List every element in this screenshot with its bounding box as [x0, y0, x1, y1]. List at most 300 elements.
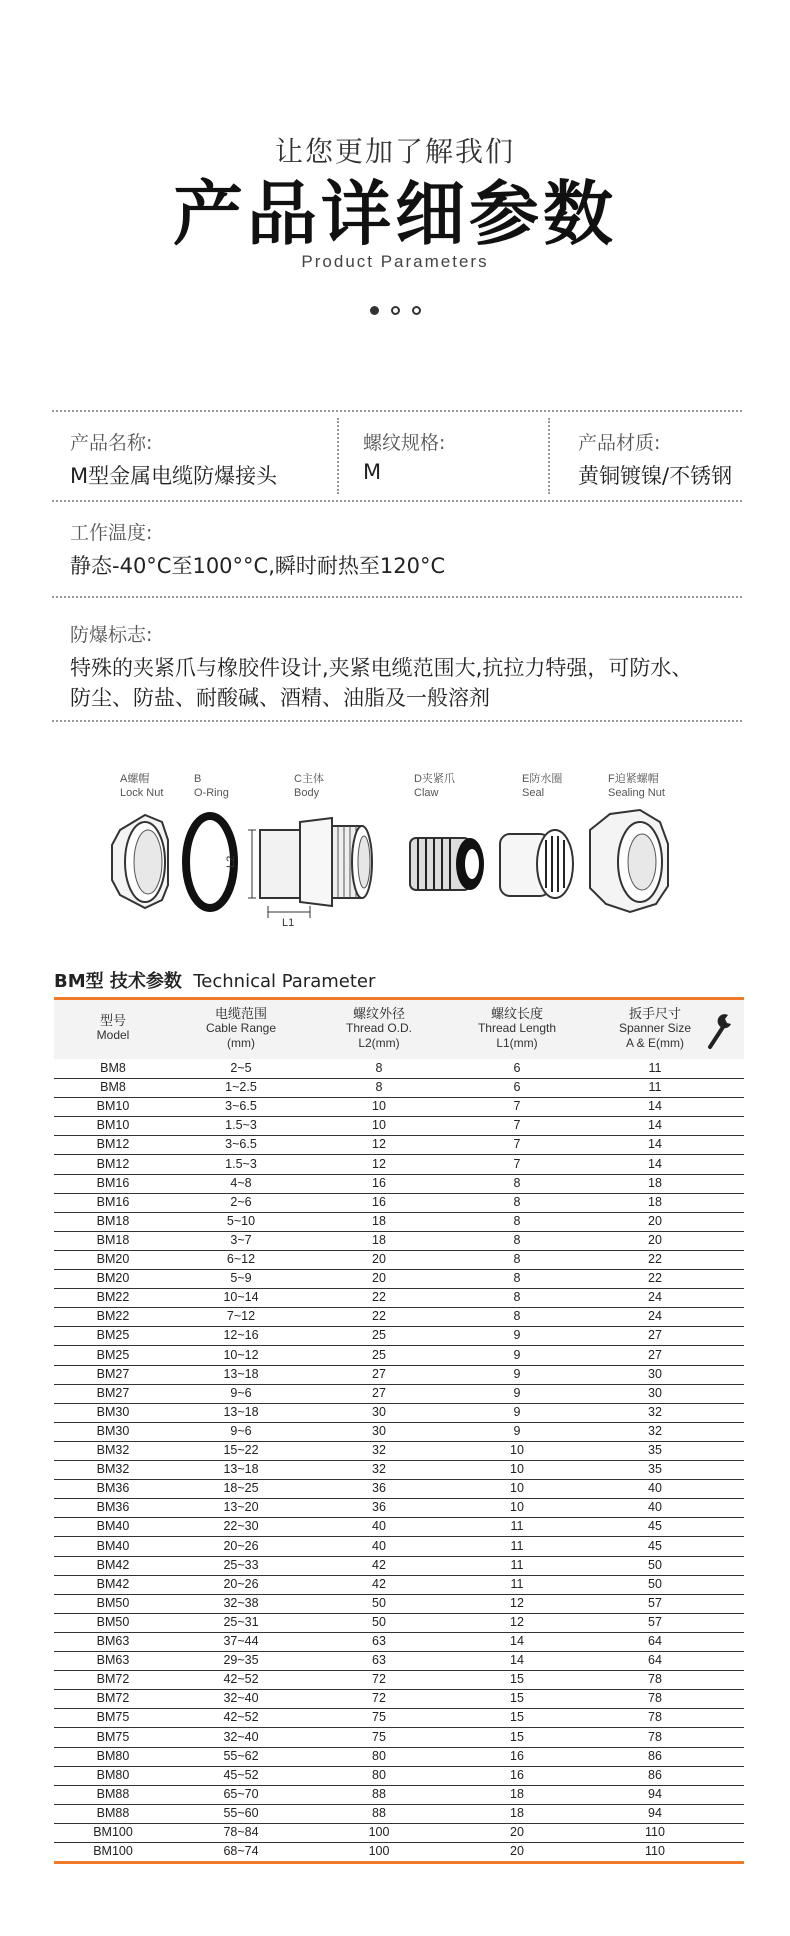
cell-model: BM63 [96, 1634, 130, 1648]
cell-cable-range: 5~9 [230, 1271, 252, 1286]
cell-cable-range: 3~6.5 [225, 1137, 257, 1152]
cell-spanner-size: 86 [648, 1767, 662, 1782]
table-row [54, 1479, 744, 1499]
cell-thread-od: 18 [372, 1213, 386, 1228]
cell-cable-range: 18~25 [223, 1481, 259, 1496]
cell-thread-length: 9 [513, 1404, 521, 1419]
cell-thread-length: 10 [510, 1462, 524, 1477]
cell-thread-length: 8 [513, 1271, 521, 1286]
table-row [54, 1288, 744, 1308]
cell-thread-length: 9 [513, 1328, 521, 1343]
explosion-label: 防爆标志: [70, 624, 153, 646]
cell-thread-od: 22 [372, 1309, 386, 1324]
cell-spanner-size: 50 [648, 1557, 662, 1572]
table-row [54, 1326, 744, 1346]
table-row [54, 1059, 744, 1079]
cell-model: BM27 [96, 1385, 130, 1400]
cell-model: BM10 [96, 1099, 130, 1114]
cell-cable-range: 9~6 [230, 1385, 252, 1400]
product-name-label: 产品名称: [70, 432, 153, 454]
cell-thread-od: 75 [372, 1710, 386, 1725]
table-row [54, 1116, 744, 1136]
cell-thread-length: 8 [513, 1175, 521, 1190]
cell-model: BM30 [96, 1404, 130, 1419]
cell-thread-length: 11 [510, 1519, 524, 1534]
cell-thread-od: 75 [372, 1729, 386, 1744]
cell-spanner-size: 18 [648, 1194, 662, 1209]
cell-thread-length: 6 [513, 1080, 521, 1095]
cell-model: BM88 [96, 1805, 130, 1820]
cell-thread-length: 16 [510, 1767, 524, 1782]
cell-cable-range: 10~12 [223, 1347, 259, 1362]
divider [52, 500, 742, 502]
cell-thread-length: 8 [513, 1309, 521, 1324]
page-title: 产品详细参数 [173, 173, 617, 255]
cell-model: BM42 [96, 1576, 130, 1591]
temperature-value: 静态-40°C至100°°C,瞬时耐热至120°C [70, 554, 446, 578]
cell-thread-od: 72 [372, 1691, 386, 1706]
cell-thread-length: 20 [510, 1825, 524, 1839]
l1-dimension-label: L1 [282, 917, 295, 929]
cell-model: BM16 [96, 1194, 130, 1209]
cell-spanner-size: 30 [648, 1366, 662, 1381]
part-label-b: B O-Ring [194, 773, 229, 799]
cell-model: BM50 [96, 1595, 130, 1610]
cell-spanner-size: 14 [648, 1156, 662, 1171]
cell-thread-length: 11 [510, 1557, 524, 1572]
cell-thread-length: 16 [510, 1748, 524, 1763]
cell-thread-length: 6 [513, 1061, 521, 1075]
part-label-c: C主体 Body [294, 773, 324, 799]
cell-model: BM75 [96, 1729, 130, 1744]
cell-cable-range: 37~44 [223, 1634, 259, 1648]
cell-model: BM25 [96, 1347, 130, 1362]
table-row [54, 1575, 744, 1595]
cell-model: BM8 [100, 1080, 126, 1095]
cell-cable-range: 55~60 [223, 1805, 259, 1820]
dot-active [370, 306, 379, 315]
table-row [54, 1747, 744, 1767]
explosion-text-line2: 防尘、防盐、耐酸碱、酒精、油脂及一般溶剂 [70, 686, 490, 710]
cell-thread-od: 30 [372, 1423, 386, 1438]
table-row [54, 1307, 744, 1327]
cell-spanner-size: 86 [648, 1748, 662, 1763]
cell-thread-length: 8 [513, 1232, 521, 1247]
cell-cable-range: 25~33 [223, 1557, 259, 1572]
cell-thread-od: 22 [372, 1290, 386, 1305]
cell-thread-length: 10 [510, 1443, 524, 1457]
cell-cable-range: 68~74 [223, 1844, 259, 1859]
table-row [54, 1155, 744, 1175]
cell-spanner-size: 27 [648, 1328, 662, 1343]
cell-thread-od: 88 [372, 1786, 386, 1801]
column-header-cable-range: 电缆范围 Cable Range (mm) [205, 1006, 277, 1050]
cell-thread-length: 10 [510, 1481, 524, 1496]
cell-model: BM10 [96, 1118, 130, 1133]
cell-thread-length: 8 [513, 1213, 521, 1228]
explosion-text-line1: 特殊的夹紧爪与橡胶件设计,夹紧电缆范围大,抗拉力特强，可防水、 [70, 656, 693, 680]
cell-thread-length: 9 [513, 1347, 521, 1362]
cell-model: BM42 [96, 1557, 130, 1572]
cell-cable-range: 3~7 [230, 1232, 252, 1247]
cell-cable-range: 45~52 [223, 1767, 259, 1782]
cell-thread-od: 40 [372, 1519, 386, 1534]
lock-nut-drawing [112, 815, 168, 908]
cell-cable-range: 3~6.5 [225, 1099, 257, 1114]
cell-cable-range: 2~6 [230, 1194, 252, 1209]
cell-thread-length: 15 [510, 1691, 524, 1706]
cell-spanner-size: 30 [648, 1385, 662, 1400]
part-label-d: D夹紧爪 Claw [414, 773, 455, 799]
seal-drawing [500, 830, 573, 898]
cell-spanner-size: 78 [648, 1729, 662, 1744]
table-row [54, 1365, 744, 1385]
cell-spanner-size: 18 [648, 1175, 662, 1190]
table-row [54, 1728, 744, 1748]
cell-cable-range: 55~62 [223, 1748, 259, 1763]
dot [391, 306, 400, 315]
cell-spanner-size: 110 [645, 1844, 665, 1859]
cell-spanner-size: 14 [648, 1099, 662, 1114]
thread-spec-label: 螺纹规格: [363, 432, 446, 454]
cell-spanner-size: 50 [648, 1576, 662, 1591]
cell-model: BM40 [96, 1519, 130, 1534]
table-row [54, 1651, 744, 1671]
sealing-nut-drawing [590, 810, 668, 912]
table-row [54, 1594, 744, 1614]
cell-thread-od: 32 [372, 1462, 386, 1477]
cell-thread-length: 15 [510, 1672, 524, 1687]
table-row [54, 1250, 744, 1270]
cell-spanner-size: 64 [648, 1653, 662, 1668]
cell-model: BM12 [96, 1156, 130, 1171]
cell-thread-length: 11 [510, 1538, 524, 1553]
cell-thread-od: 12 [372, 1156, 386, 1171]
cell-cable-range: 10~14 [223, 1290, 259, 1305]
page-title-en: Product Parameters [301, 252, 489, 271]
cell-model: BM8 [100, 1061, 126, 1075]
material-value: 黄铜镀镍/不锈钢 [578, 464, 733, 488]
table-heading-en: Technical Parameter [193, 971, 376, 992]
cell-thread-length: 7 [513, 1156, 521, 1171]
cell-thread-od: 30 [372, 1404, 386, 1419]
cell-spanner-size: 57 [648, 1595, 662, 1610]
cell-spanner-size: 35 [648, 1443, 662, 1457]
cell-spanner-size: 57 [648, 1614, 662, 1629]
cell-thread-length: 14 [510, 1653, 524, 1668]
cell-thread-od: 20 [372, 1271, 386, 1286]
cell-thread-od: 10 [372, 1118, 386, 1133]
cell-model: BM18 [96, 1232, 130, 1247]
cell-spanner-size: 110 [645, 1825, 665, 1839]
cell-model: BM75 [96, 1710, 130, 1725]
divider-vertical [337, 418, 339, 494]
table-row [54, 1441, 744, 1461]
page-subtitle: 让您更加了解我们 [274, 135, 515, 168]
cell-thread-length: 20 [510, 1844, 524, 1859]
cell-cable-range: 6~12 [226, 1252, 256, 1266]
cell-spanner-size: 40 [648, 1500, 662, 1515]
cell-model: BM80 [96, 1767, 130, 1782]
table-row [54, 1537, 744, 1557]
cell-model: BM100 [93, 1825, 133, 1839]
table-row [54, 1403, 744, 1423]
cell-spanner-size: 40 [648, 1481, 662, 1496]
cell-thread-od: 25 [372, 1347, 386, 1362]
cell-cable-range: 2~5 [230, 1061, 252, 1075]
cell-spanner-size: 78 [648, 1691, 662, 1706]
divider [52, 596, 742, 598]
wrench-icon [706, 1012, 734, 1050]
cell-cable-range: 20~26 [223, 1576, 259, 1591]
table-row [54, 1556, 744, 1576]
cell-spanner-size: 35 [648, 1462, 662, 1477]
cell-spanner-size: 64 [648, 1634, 662, 1648]
cell-spanner-size: 78 [648, 1710, 662, 1725]
cell-model: BM40 [96, 1538, 130, 1553]
cell-model: BM25 [96, 1328, 130, 1343]
cell-thread-od: 16 [372, 1175, 386, 1190]
cell-thread-length: 7 [513, 1137, 521, 1152]
cell-cable-range: 15~22 [223, 1443, 259, 1457]
table-row [54, 1804, 744, 1824]
table-row [54, 1766, 744, 1786]
cell-model: BM20 [96, 1252, 130, 1266]
cell-thread-od: 42 [372, 1557, 386, 1572]
cell-thread-od: 16 [372, 1194, 386, 1209]
table-row [54, 1193, 744, 1213]
cell-spanner-size: 24 [648, 1309, 662, 1324]
cell-spanner-size: 24 [648, 1290, 662, 1305]
table-row [54, 1212, 744, 1232]
cell-cable-range: 1~2.5 [225, 1080, 257, 1095]
cell-thread-od: 20 [372, 1252, 386, 1266]
cell-spanner-size: 14 [648, 1118, 662, 1133]
cell-cable-range: 13~18 [223, 1404, 259, 1419]
cell-cable-range: 32~40 [223, 1691, 259, 1706]
body-drawing [248, 818, 372, 918]
cell-thread-length: 9 [513, 1423, 521, 1438]
cell-cable-range: 20~26 [223, 1538, 259, 1553]
cell-cable-range: 5~10 [226, 1213, 256, 1228]
cell-thread-od: 18 [372, 1232, 386, 1247]
part-label-f: F迫紧螺帽 Sealing Nut [608, 773, 665, 799]
cell-model: BM50 [96, 1614, 130, 1629]
cell-thread-od: 50 [372, 1595, 386, 1610]
cell-thread-od: 88 [372, 1805, 386, 1820]
cell-cable-range: 32~38 [223, 1595, 259, 1610]
cell-spanner-size: 11 [648, 1061, 662, 1075]
cell-spanner-size: 32 [648, 1423, 662, 1438]
table-heading [54, 967, 375, 993]
cell-thread-length: 8 [513, 1252, 521, 1266]
cell-model: BM32 [96, 1443, 130, 1457]
cell-model: BM20 [96, 1271, 130, 1286]
cell-spanner-size: 32 [648, 1404, 662, 1419]
cell-model: BM27 [96, 1366, 130, 1381]
table-row [54, 1231, 744, 1251]
cell-cable-range: 4~8 [230, 1175, 252, 1190]
cell-model: BM72 [96, 1672, 130, 1687]
cell-thread-length: 12 [510, 1595, 524, 1610]
table-row [54, 1517, 744, 1537]
cell-model: BM16 [96, 1175, 130, 1190]
cell-cable-range: 1.5~3 [225, 1156, 257, 1171]
cell-thread-length: 7 [513, 1118, 521, 1133]
cell-thread-length: 15 [510, 1729, 524, 1744]
cell-cable-range: 65~70 [223, 1786, 259, 1801]
table-heading-zh: BM型 技术参数 [54, 971, 182, 992]
cell-model: BM80 [96, 1748, 130, 1763]
table-row [54, 1613, 744, 1633]
column-header-spanner-size: 扳手尺寸 Spanner Size A & E(mm) [618, 1006, 692, 1050]
cell-thread-length: 9 [513, 1366, 521, 1381]
cell-thread-length: 12 [510, 1614, 524, 1629]
cell-thread-length: 8 [513, 1290, 521, 1305]
cell-model: BM100 [93, 1844, 133, 1859]
cell-thread-od: 32 [372, 1443, 386, 1457]
dot [412, 306, 421, 315]
cell-cable-range: 22~30 [223, 1519, 259, 1534]
cell-thread-length: 18 [510, 1805, 524, 1820]
cell-thread-od: 36 [372, 1481, 386, 1496]
cell-cable-range: 32~40 [223, 1729, 259, 1744]
l2-dimension-label: L2 [225, 855, 237, 868]
cell-thread-od: 27 [372, 1366, 386, 1381]
cell-model: BM63 [96, 1653, 130, 1668]
table-row [54, 1460, 744, 1480]
part-label-a: A螺帽 Lock Nut [120, 773, 164, 799]
cell-cable-range: 42~52 [223, 1710, 259, 1725]
cell-spanner-size: 45 [648, 1538, 662, 1553]
cell-cable-range: 9~6 [230, 1423, 252, 1438]
cell-thread-od: 100 [368, 1844, 390, 1859]
cell-model: BM22 [96, 1309, 130, 1324]
cell-cable-range: 42~52 [223, 1672, 259, 1687]
table-row [54, 1823, 744, 1843]
cell-cable-range: 29~35 [223, 1653, 259, 1668]
cell-model: BM36 [96, 1481, 130, 1496]
cell-thread-od: 72 [372, 1672, 386, 1687]
cell-thread-od: 8 [375, 1061, 383, 1075]
cell-thread-length: 8 [513, 1194, 521, 1209]
thread-spec-value: M [363, 460, 382, 484]
cell-thread-od: 63 [372, 1634, 386, 1648]
cell-cable-range: 78~84 [223, 1825, 259, 1839]
cell-spanner-size: 94 [648, 1805, 662, 1820]
divider [52, 720, 742, 722]
pagination-dots [0, 306, 790, 315]
table-row [54, 1422, 744, 1442]
table-row [54, 1708, 744, 1728]
cell-thread-od: 42 [372, 1576, 386, 1591]
cell-thread-length: 9 [513, 1385, 521, 1400]
material-label: 产品材质: [578, 432, 661, 454]
divider [52, 410, 742, 412]
table-row [54, 1346, 744, 1366]
cell-thread-od: 10 [372, 1099, 386, 1114]
cell-thread-od: 25 [372, 1328, 386, 1343]
cell-spanner-size: 78 [648, 1672, 662, 1687]
cell-model: BM72 [96, 1691, 130, 1706]
table-row [54, 1842, 744, 1864]
column-header-model: 型号 Model [96, 1013, 130, 1042]
cell-thread-length: 7 [513, 1099, 521, 1114]
column-header-thread-length: 螺纹长度 Thread Length L1(mm) [477, 1006, 557, 1050]
cell-thread-length: 18 [510, 1786, 524, 1801]
cell-model: BM32 [96, 1462, 130, 1477]
cell-spanner-size: 20 [648, 1232, 662, 1247]
temperature-label: 工作温度: [70, 522, 153, 544]
cell-model: BM18 [96, 1213, 130, 1228]
cell-thread-od: 63 [372, 1653, 386, 1668]
part-label-e: E防水圈 Seal [522, 773, 563, 799]
cell-spanner-size: 14 [648, 1137, 662, 1152]
cell-spanner-size: 11 [648, 1080, 662, 1095]
table-row [54, 1174, 744, 1194]
column-header-thread-od: 螺纹外径 Thread O.D. L2(mm) [345, 1006, 413, 1050]
cell-thread-od: 27 [372, 1385, 386, 1400]
table-row [54, 1689, 744, 1709]
claw-drawing [410, 838, 484, 890]
cell-spanner-size: 22 [648, 1252, 662, 1266]
exploded-diagram [100, 800, 700, 930]
cell-thread-od: 12 [372, 1137, 386, 1152]
table-row [54, 1135, 744, 1155]
cell-cable-range: 25~31 [223, 1614, 259, 1629]
table-row [54, 1097, 744, 1117]
cell-spanner-size: 27 [648, 1347, 662, 1362]
table-row [54, 1384, 744, 1404]
cell-thread-od: 50 [372, 1614, 386, 1629]
cell-thread-od: 8 [375, 1080, 383, 1095]
cell-cable-range: 13~20 [223, 1500, 259, 1515]
cell-model: BM36 [96, 1500, 130, 1515]
divider-vertical [548, 418, 550, 494]
product-name-value: M型金属电缆防爆接头 [70, 464, 278, 488]
table-header [54, 997, 744, 1059]
cell-cable-range: 7~12 [226, 1309, 256, 1324]
table-row [54, 1078, 744, 1098]
table-row [54, 1632, 744, 1652]
cell-thread-od: 80 [372, 1767, 386, 1782]
cell-spanner-size: 45 [648, 1519, 662, 1534]
cell-thread-length: 10 [510, 1500, 524, 1515]
table-row [54, 1785, 744, 1805]
cell-spanner-size: 94 [648, 1786, 662, 1801]
cell-spanner-size: 22 [648, 1271, 662, 1286]
cell-thread-od: 40 [372, 1538, 386, 1553]
cell-thread-length: 14 [510, 1634, 524, 1648]
table-row [54, 1269, 744, 1289]
cell-thread-od: 80 [372, 1748, 386, 1763]
cell-cable-range: 13~18 [223, 1462, 259, 1477]
cell-spanner-size: 20 [648, 1213, 662, 1228]
cell-thread-length: 11 [510, 1576, 524, 1591]
cell-cable-range: 13~18 [223, 1366, 259, 1381]
cell-cable-range: 1.5~3 [225, 1118, 257, 1133]
cell-thread-od: 100 [368, 1825, 390, 1839]
cell-model: BM12 [96, 1137, 130, 1152]
cell-model: BM30 [96, 1423, 130, 1438]
table-row [54, 1498, 744, 1518]
cell-cable-range: 12~16 [223, 1328, 259, 1343]
table-row [54, 1670, 744, 1690]
cell-model: BM88 [96, 1786, 130, 1801]
cell-model: BM22 [96, 1290, 130, 1305]
cell-thread-od: 36 [372, 1500, 386, 1515]
cell-thread-length: 15 [510, 1710, 524, 1725]
